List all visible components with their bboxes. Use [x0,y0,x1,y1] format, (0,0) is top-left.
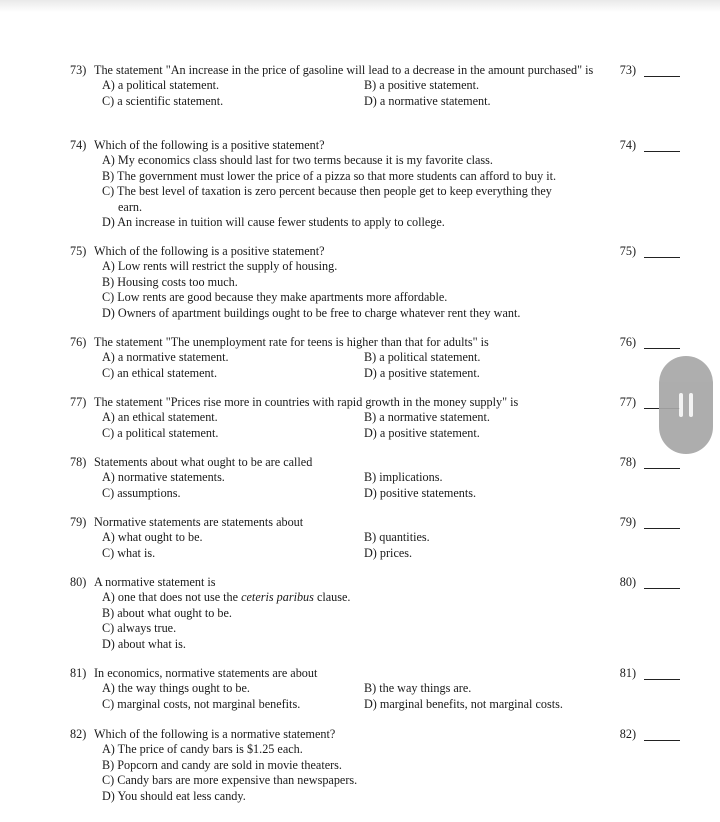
option-b[interactable]: B) Popcorn and candy are sold in movie theaters. [102,757,342,772]
question-number: 73) [70,63,87,77]
question-number: 77) [70,395,87,409]
option-c[interactable]: C) always true. [102,621,177,636]
options [70,410,680,441]
question-number: 74) [70,138,87,152]
answer-number: 74) [619,138,636,152]
option-a[interactable]: A) My economics class should last for two terms because it is my favorite class. [102,153,493,168]
options [70,78,680,109]
scroll-handle[interactable] [659,356,713,454]
question-78 [70,455,680,501]
answer-number: 79) [619,515,636,529]
answer-number: 80) [619,575,636,589]
answer-blank[interactable] [610,727,680,742]
option-a[interactable]: A) what ought to be. [102,530,203,545]
question-text: In economics, normative statements are about [94,666,318,680]
option-b[interactable]: B) quantities. [364,530,430,545]
option-b[interactable]: B) a political statement. [364,350,481,365]
answer-blank[interactable] [610,575,680,590]
option-a[interactable]: A) the way things ought to be. [102,681,250,696]
options [70,590,680,652]
option-d[interactable]: D) a normative statement. [364,93,491,108]
question-text: The statement "Prices rise more in countries with rapid growth in the money supply" is [94,395,519,409]
question-80 [70,575,680,652]
option-a[interactable]: A) a normative statement. [102,350,229,365]
option-d[interactable]: D) a positive statement. [364,425,480,440]
answer-blank[interactable] [610,138,680,153]
option-d[interactable]: D) positive statements. [364,485,477,500]
options [70,470,680,501]
question-73 [70,63,680,109]
question-text: Statements about what ought to be are called [94,455,313,469]
question-79 [70,515,680,561]
option-a[interactable]: A) Low rents will restrict the supply of housing. [102,259,338,274]
answer-number: 75) [619,244,636,258]
question-74 [70,138,680,230]
question-text: Which of the following is a normative statement? [94,727,336,741]
answer-number: 81) [619,666,636,680]
option-c[interactable]: C) assumptions. [102,485,181,500]
answer-blank[interactable] [610,63,680,78]
option-d[interactable]: D) An increase in tuition will cause fewer students to apply to college. [102,215,445,230]
question-number: 80) [70,575,87,589]
question-81 [70,666,680,712]
options [70,350,680,381]
page-top-edge [0,0,720,12]
option-c[interactable]: C) an ethical statement. [102,365,218,380]
option-c[interactable]: C) marginal costs, not marginal benefits. [102,696,301,711]
option-c-continuation: earn. [118,199,143,214]
option-a[interactable]: A) a political statement. [102,78,220,93]
option-a[interactable]: A) normative statements. [102,470,225,485]
answer-number: 82) [619,727,636,741]
question-number: 78) [70,455,87,469]
options [70,530,680,561]
question-number: 76) [70,335,87,349]
option-d[interactable]: D) about what is. [102,636,186,651]
option-d[interactable]: D) marginal benefits, not marginal costs. [364,696,563,711]
answer-number: 78) [619,455,636,469]
question-number: 75) [70,244,87,258]
options [70,742,680,804]
option-c[interactable]: C) a political statement. [102,425,219,440]
option-a-prefix: A) one that does not use the [102,590,242,605]
question-text: The statement "An increase in the price of gasoline will lead to a decrease in the amount purchased" is [94,63,594,77]
option-c[interactable]: C) The best level of taxation is zero percent because then people get to keep everything they [102,184,552,199]
options [70,259,680,321]
option-d[interactable]: D) You should eat less candy. [102,788,246,803]
option-d[interactable]: D) prices. [364,545,413,560]
option-b[interactable]: B) the way things are. [364,681,472,696]
option-c[interactable]: C) Low rents are good because they make apartments more affordable. [102,290,448,305]
option-b[interactable]: B) implications. [364,470,443,485]
option-a[interactable]: A) The price of candy bars is $1.25 each. [102,742,303,757]
option-c[interactable]: C) what is. [102,545,156,560]
answer-line[interactable] [644,727,680,741]
option-b[interactable]: B) a positive statement. [364,78,480,93]
question-text: Normative statements are statements about [94,515,304,529]
question-76 [70,335,680,381]
answer-line[interactable] [644,244,680,258]
answer-line[interactable] [644,575,680,589]
option-c[interactable]: C) Candy bars are more expensive than newspapers. [102,773,358,788]
answer-blank[interactable] [610,244,680,259]
question-text: Which of the following is a positive statement? [94,138,325,152]
option-d[interactable]: D) Owners of apartment buildings ought to be free to charge whatever rent they want. [102,305,521,320]
answer-line[interactable] [644,335,680,349]
grip-lines-icon [679,393,693,417]
option-b[interactable]: B) The government must lower the price of a pizza so that more students can afford to buy it. [102,168,557,183]
answer-blank[interactable] [610,666,680,681]
question-82 [70,727,680,804]
question-text: Which of the following is a positive statement? [94,244,325,258]
answer-blank[interactable] [610,455,680,470]
options [70,681,680,712]
question-75 [70,244,680,321]
option-a-italic: ceteris paribus [241,590,314,605]
answer-number: 77) [619,395,636,409]
option-a-suffix: clause. [313,590,351,605]
answer-line[interactable] [644,666,680,680]
question-number: 82) [70,727,87,741]
answer-blank[interactable] [610,515,680,530]
answer-number: 73) [619,63,636,77]
question-number: 79) [70,515,87,529]
answer-blank[interactable] [610,335,680,350]
option-b[interactable]: B) Housing costs too much. [102,274,238,289]
option-d[interactable]: D) a positive statement. [364,365,480,380]
answer-line[interactable] [644,455,680,469]
option-b[interactable]: B) a normative statement. [364,410,490,425]
answer-line[interactable] [644,63,680,77]
question-text: The statement "The unemployment rate for teens is higher than that for adults" is [94,335,489,349]
question-text: A normative statement is [94,575,216,589]
question-77 [70,395,680,441]
option-a[interactable]: A) an ethical statement. [102,410,218,425]
options [70,153,680,230]
answer-line[interactable] [644,138,680,152]
option-b[interactable]: B) about what ought to be. [102,605,232,620]
answer-number: 76) [619,335,636,349]
question-number: 81) [70,666,87,680]
answer-line[interactable] [644,515,680,529]
option-a[interactable] [102,590,680,605]
option-c[interactable]: C) a scientific statement. [102,93,224,108]
